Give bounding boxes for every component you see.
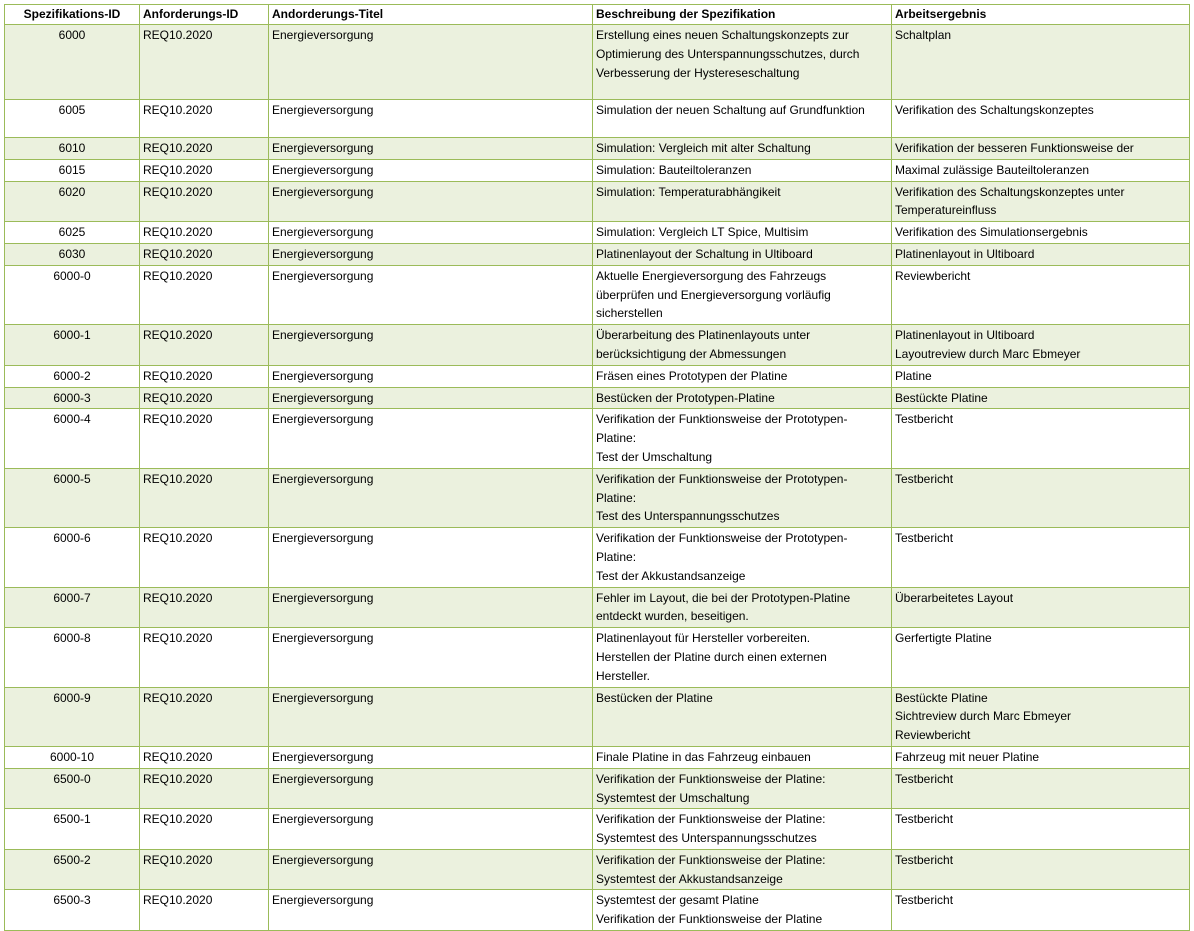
cell-line: Temperatureinfluss (895, 203, 997, 218)
cell-result (892, 181, 1190, 222)
header-row (5, 5, 1190, 25)
cell-line: Platine: (596, 431, 637, 446)
cell-req-id: REQ10.2020 (140, 746, 269, 768)
specification-table (4, 4, 1190, 931)
cell-title: Energieversorgung (269, 265, 593, 324)
cell-description (593, 243, 892, 265)
table-row (5, 409, 1190, 468)
cell-line: Test der Umschaltung (596, 449, 713, 464)
cell-line: Testbericht (895, 471, 954, 486)
cell-line: Systemtest des Unterspannungsschutzes (596, 831, 817, 846)
cell-spec-id: 6030 (5, 243, 140, 265)
cell-req-id: REQ10.2020 (140, 809, 269, 850)
table-row (5, 325, 1190, 366)
cell-result (892, 628, 1190, 687)
cell-line: Erstellung eines neuen Schaltungskonzepts zur (596, 28, 849, 42)
cell-line: Systemtest der Umschaltung (596, 790, 750, 805)
table-row (5, 387, 1190, 409)
cell-description (593, 265, 892, 324)
cell-description (593, 628, 892, 687)
cell-line: Optimierung des Unterspannungsschutzes, durch (596, 46, 860, 61)
cell-line: Platine: (596, 490, 637, 505)
cell-spec-id: 6020 (5, 181, 140, 222)
cell-description (593, 325, 892, 366)
header-title: Andorderungs-Titel (269, 5, 593, 25)
cell-line: Testbericht (895, 531, 954, 546)
cell-line: Aktuelle Energieversorgung des Fahrzeugs (596, 268, 827, 283)
table-row (5, 628, 1190, 687)
cell-result (892, 468, 1190, 527)
cell-description (593, 746, 892, 768)
cell-result (892, 768, 1190, 809)
cell-line: Reviewbericht (895, 728, 971, 743)
cell-spec-id: 6000-2 (5, 365, 140, 387)
cell-title: Energieversorgung (269, 409, 593, 468)
cell-line: Verifikation der besseren Funktionsweise der (895, 141, 1134, 155)
cell-req-id: REQ10.2020 (140, 387, 269, 409)
cell-description (593, 100, 892, 138)
cell-result (892, 100, 1190, 138)
cell-line: Verbesserung der Hystereseschaltung (596, 65, 800, 80)
cell-spec-id: 6000-8 (5, 628, 140, 687)
cell-description (593, 890, 892, 931)
cell-line: Bestücken der Prototypen-Platine (596, 390, 775, 405)
table-row (5, 849, 1190, 890)
cell-spec-id: 6005 (5, 100, 140, 138)
header-spec-id: Spezifikations-ID (5, 5, 140, 25)
cell-title: Energieversorgung (269, 890, 593, 931)
cell-line: Finale Platine in das Fahrzeug einbauen (596, 749, 811, 764)
cell-line: Überarbeitetes Layout (895, 590, 1014, 605)
header-result: Arbeitsergebnis (892, 5, 1190, 25)
cell-spec-id: 6500-3 (5, 890, 140, 931)
cell-line: Platinenlayout der Schaltung in Ultiboard (596, 246, 813, 261)
cell-line: Testbericht (895, 812, 954, 827)
cell-title: Energieversorgung (269, 138, 593, 160)
cell-title: Energieversorgung (269, 768, 593, 809)
cell-description (593, 849, 892, 890)
cell-line: Überarbeitung des Platinenlayouts unter (596, 328, 811, 343)
cell-line: Platinenlayout für Hersteller vorbereiten. (596, 631, 811, 646)
table-row (5, 243, 1190, 265)
table-row (5, 587, 1190, 628)
cell-description (593, 387, 892, 409)
cell-title: Energieversorgung (269, 528, 593, 587)
cell-line: Platinenlayout in Ultiboard (895, 328, 1035, 343)
cell-title: Energieversorgung (269, 746, 593, 768)
cell-req-id: REQ10.2020 (140, 325, 269, 366)
table-row (5, 181, 1190, 222)
cell-title: Energieversorgung (269, 325, 593, 366)
cell-line: Verifikation des Schaltungskonzeptes unter (895, 184, 1125, 199)
cell-description (593, 365, 892, 387)
cell-line: entdeckt wurden, beseitigen. (596, 609, 749, 624)
cell-line: Fräsen eines Prototypen der Platine (596, 368, 788, 383)
cell-title: Energieversorgung (269, 181, 593, 222)
cell-spec-id: 6025 (5, 222, 140, 244)
cell-spec-id: 6000-0 (5, 265, 140, 324)
cell-description (593, 25, 892, 100)
cell-result (892, 387, 1190, 409)
cell-req-id: REQ10.2020 (140, 687, 269, 746)
cell-description (593, 528, 892, 587)
cell-spec-id: 6010 (5, 138, 140, 160)
cell-req-id: REQ10.2020 (140, 468, 269, 527)
cell-line: Testbericht (895, 412, 954, 427)
cell-description (593, 768, 892, 809)
cell-spec-id: 6015 (5, 159, 140, 181)
cell-title: Energieversorgung (269, 222, 593, 244)
cell-line: Verifikation der Funktionsweise der Prototypen- (596, 471, 848, 486)
cell-line: Verifikation der Funktionsweise der Platine (596, 912, 823, 927)
cell-spec-id: 6500-1 (5, 809, 140, 850)
cell-line: Verifikation der Funktionsweise der Platine: (596, 852, 826, 867)
cell-spec-id: 6000-5 (5, 468, 140, 527)
cell-req-id: REQ10.2020 (140, 100, 269, 138)
cell-title: Energieversorgung (269, 849, 593, 890)
cell-title: Energieversorgung (269, 159, 593, 181)
table-row (5, 265, 1190, 324)
cell-req-id: REQ10.2020 (140, 181, 269, 222)
cell-line: Fehler im Layout, die bei der Prototypen-Platine (596, 590, 851, 605)
cell-line: Systemtest der gesamt Platine (596, 893, 759, 908)
cell-spec-id: 6000-1 (5, 325, 140, 366)
cell-line: Herstellen der Platine durch einen externen (596, 649, 827, 664)
table-row (5, 25, 1190, 100)
cell-req-id: REQ10.2020 (140, 222, 269, 244)
cell-req-id: REQ10.2020 (140, 243, 269, 265)
cell-req-id: REQ10.2020 (140, 138, 269, 160)
cell-line: Verifikation des Simulationsergebnis (895, 225, 1088, 240)
table-row (5, 890, 1190, 931)
cell-req-id: REQ10.2020 (140, 265, 269, 324)
cell-result (892, 687, 1190, 746)
cell-spec-id: 6000-3 (5, 387, 140, 409)
cell-spec-id: 6500-2 (5, 849, 140, 890)
cell-req-id: REQ10.2020 (140, 890, 269, 931)
cell-spec-id: 6000-6 (5, 528, 140, 587)
cell-req-id: REQ10.2020 (140, 768, 269, 809)
cell-spec-id: 6500-0 (5, 768, 140, 809)
cell-line: Verifikation des Schaltungskonzeptes (895, 103, 1094, 117)
cell-result (892, 159, 1190, 181)
cell-result (892, 365, 1190, 387)
cell-title: Energieversorgung (269, 25, 593, 100)
cell-line: Simulation der neuen Schaltung auf Grundfunktion (596, 103, 865, 117)
cell-line: Fahrzeug mit neuer Platine (895, 749, 1040, 764)
cell-req-id: REQ10.2020 (140, 849, 269, 890)
cell-line: Layoutreview durch Marc Ebmeyer (895, 346, 1081, 361)
cell-result (892, 528, 1190, 587)
cell-line: Gerfertigte Platine (895, 631, 992, 646)
cell-line: Simulation: Temperaturabhängikeit (596, 184, 781, 199)
cell-description (593, 809, 892, 850)
cell-description (593, 222, 892, 244)
table-row (5, 746, 1190, 768)
cell-line: Verifikation der Funktionsweise der Platine: (596, 812, 826, 827)
cell-line: Testbericht (895, 893, 954, 908)
cell-line: Verifikation der Funktionsweise der Prototypen- (596, 531, 848, 546)
cell-line: Simulation: Vergleich mit alter Schaltung (596, 141, 811, 155)
cell-line: Platine: (596, 549, 637, 564)
cell-line: Schaltplan (895, 28, 952, 42)
cell-title: Energieversorgung (269, 468, 593, 527)
cell-line: Bestückte Platine (895, 390, 988, 405)
cell-title: Energieversorgung (269, 809, 593, 850)
cell-description (593, 159, 892, 181)
cell-line: Systemtest der Akkustandsanzeige (596, 871, 783, 886)
cell-description (593, 181, 892, 222)
table-row (5, 365, 1190, 387)
cell-description (593, 587, 892, 628)
cell-spec-id: 6000-9 (5, 687, 140, 746)
cell-spec-id: 6000-4 (5, 409, 140, 468)
table-row (5, 468, 1190, 527)
cell-line: Bestücken der Platine (596, 690, 713, 705)
cell-req-id: REQ10.2020 (140, 628, 269, 687)
cell-line: überprüfen und Energieversorgung vorläufig (596, 287, 831, 302)
table-row (5, 138, 1190, 160)
table-row (5, 809, 1190, 850)
cell-line: Simulation: Bauteiltoleranzen (596, 162, 752, 177)
cell-line: Testbericht (895, 771, 954, 786)
cell-req-id: REQ10.2020 (140, 587, 269, 628)
cell-title: Energieversorgung (269, 687, 593, 746)
cell-result (892, 222, 1190, 244)
cell-line: Maximal zulässige Bauteiltoleranzen (895, 162, 1090, 177)
cell-line: Testbericht (895, 852, 954, 867)
cell-result (892, 265, 1190, 324)
cell-line: Simulation: Vergleich LT Spice, Multisim (596, 225, 809, 240)
cell-spec-id: 6000-10 (5, 746, 140, 768)
cell-spec-id: 6000-7 (5, 587, 140, 628)
cell-line: Bestückte Platine (895, 690, 988, 705)
cell-req-id: REQ10.2020 (140, 25, 269, 100)
cell-title: Energieversorgung (269, 587, 593, 628)
cell-title: Energieversorgung (269, 387, 593, 409)
cell-line: Test der Akkustandsanzeige (596, 568, 746, 583)
cell-description (593, 687, 892, 746)
cell-description (593, 468, 892, 527)
table-body (5, 25, 1190, 931)
cell-result (892, 409, 1190, 468)
cell-result (892, 325, 1190, 366)
cell-line: Platinenlayout in Ultiboard (895, 246, 1035, 261)
cell-req-id: REQ10.2020 (140, 365, 269, 387)
table-row (5, 159, 1190, 181)
cell-title: Energieversorgung (269, 243, 593, 265)
cell-result (892, 25, 1190, 100)
cell-result (892, 587, 1190, 628)
header-req-id: Anforderungs-ID (140, 5, 269, 25)
cell-result (892, 746, 1190, 768)
cell-spec-id: 6000 (5, 25, 140, 100)
table-row (5, 687, 1190, 746)
cell-line: Sichtreview durch Marc Ebmeyer (895, 709, 1072, 724)
cell-result (892, 138, 1190, 160)
cell-line: Verifikation der Funktionsweise der Platine: (596, 771, 826, 786)
cell-line: Verifikation der Funktionsweise der Prototypen- (596, 412, 848, 427)
cell-req-id: REQ10.2020 (140, 528, 269, 587)
cell-result (892, 809, 1190, 850)
cell-line: berücksichtigung der Abmessungen (596, 346, 787, 361)
header-description: Beschreibung der Spezifikation (593, 5, 892, 25)
cell-line: sicherstellen (596, 306, 663, 321)
cell-title: Energieversorgung (269, 365, 593, 387)
cell-line: Platine (895, 368, 932, 383)
cell-description (593, 409, 892, 468)
table-row (5, 528, 1190, 587)
cell-title: Energieversorgung (269, 100, 593, 138)
table-row (5, 768, 1190, 809)
cell-line: Hersteller. (596, 668, 651, 683)
cell-line: Test des Unterspannungsschutzes (596, 509, 780, 524)
cell-req-id: REQ10.2020 (140, 159, 269, 181)
cell-line: Reviewbericht (895, 268, 971, 283)
cell-result (892, 243, 1190, 265)
cell-result (892, 849, 1190, 890)
cell-req-id: REQ10.2020 (140, 409, 269, 468)
cell-result (892, 890, 1190, 931)
cell-description (593, 138, 892, 160)
table-row (5, 222, 1190, 244)
cell-title: Energieversorgung (269, 628, 593, 687)
table-row (5, 100, 1190, 138)
